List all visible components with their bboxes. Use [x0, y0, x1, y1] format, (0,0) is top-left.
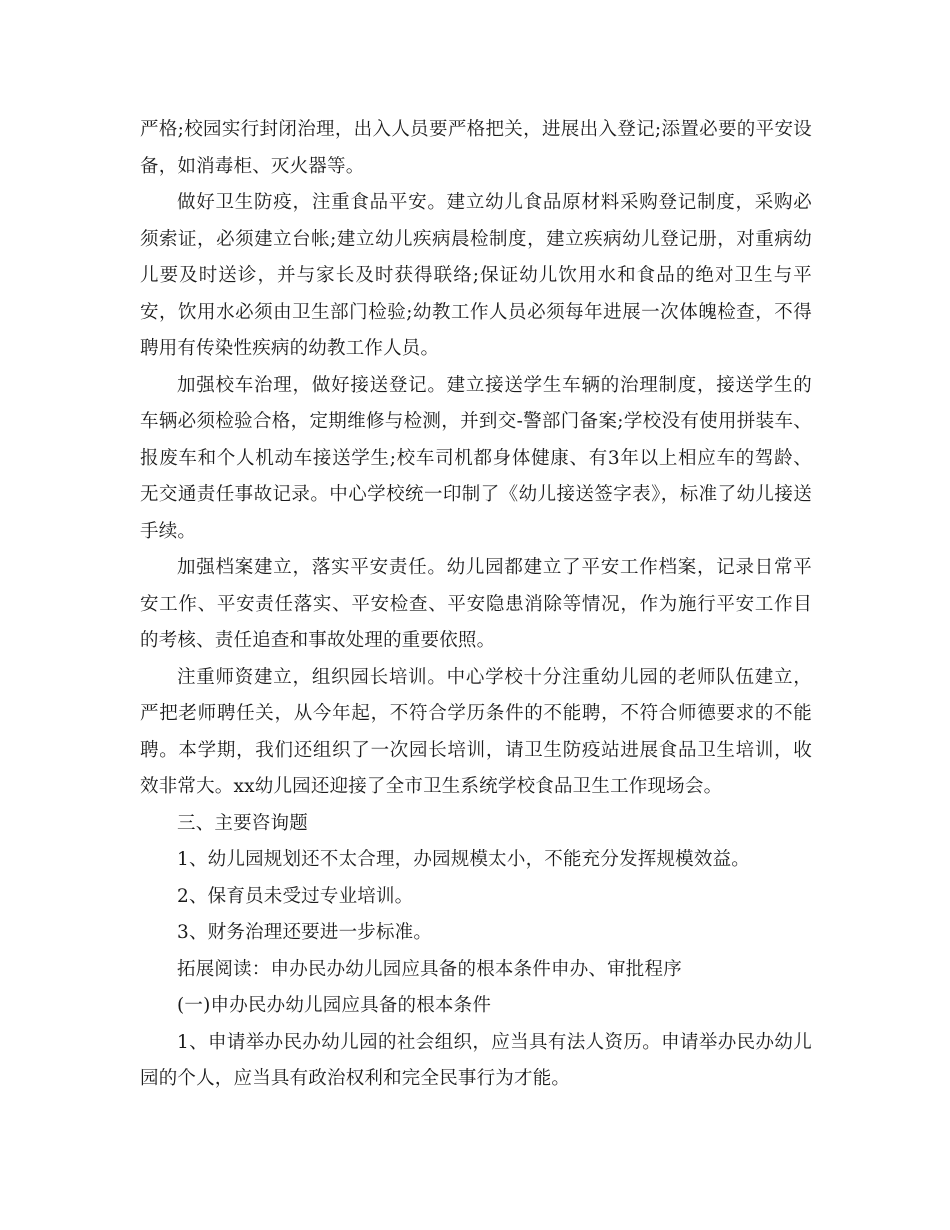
paragraph-4: 加强档案建立，落实平安责任。幼儿园都建立了平安工作档案，记录日常平安工作、平安责任落实、平安检查、平安隐患消除等情况，作为施行平安工作目的考核、责任追查和事故处理的重要依照。 [140, 557, 812, 651]
list-item-issue-3: 3、财务治理还要进一步标准。 [177, 922, 433, 943]
paragraph-1: 严格;校园实行封闭治理，出入人员要严格把关，进展出入登记;添置必要的平安设备，如消毒柜、灭火器等。 [140, 119, 812, 177]
extended-reading-heading: 拓展阅读：申办民办幼儿园应具备的根本条件申办、审批程序 [177, 958, 682, 980]
paragraph-5: 注重师资建立，组织园长培训。中心学校十分注重幼儿园的老师队伍建立，严把老师聘任关，从今年起，不符合学历条件的不能聘，不符合师德要求的不能聘。本学期，我们还组织了一次园长培训，请卫生防疫站进展食品卫生培训，收效非常大。xx幼儿园还迎接了全市卫生系统学校食品卫生工作现场会。 [140, 666, 812, 797]
paragraph-2: 做好卫生防疫，注重食品平安。建立幼儿食品原材料采购登记制度，采购必须索证，必须建立台帐;建立幼儿疾病晨检制度，建立疾病幼儿登记册，对重病幼儿要及时送诊，并与家长及时获得联络;保证幼儿饮用水和食品的绝对卫生与平安，饮用水必须由卫生部门检验;幼教工作人员必须每年进展一次体魄检查，不得聘用有传染性疾病的幼教工作人员。 [140, 192, 812, 359]
paragraph-3: 加强校车治理，做好接送登记。建立接送学生车辆的治理制度，接送学生的车辆必须检验合格，定期维修与检测，并到交-警部门备案;学校没有使用拼装车、报废车和个人机动车接送学生;校车司机都身体健康、有3年以上相应车的驾龄、无交通责任事故记录。中心学校统一印制了《幼儿接送签字表》，标准了幼儿接送手续。 [140, 374, 812, 542]
list-item-issue-2: 2、保育员未受过专业培训。 [177, 885, 414, 907]
subsection-heading-conditions: (一)申办民办幼儿园应具备的根本条件 [177, 995, 492, 1016]
document-body [140, 112, 812, 1098]
list-item-condition-1: 1、申请举办民办幼儿园的社会组织，应当具有法人资历。申请举办民办幼儿园的个人，应当具有政治权利和完全民事行为才能。 [140, 1031, 812, 1089]
list-item-issue-1: 1、幼儿园规划还不太合理，办园规模太小，不能充分发挥规模效益。 [177, 849, 750, 870]
section-heading-main-issues: 三、主要咨询题 [177, 812, 308, 834]
